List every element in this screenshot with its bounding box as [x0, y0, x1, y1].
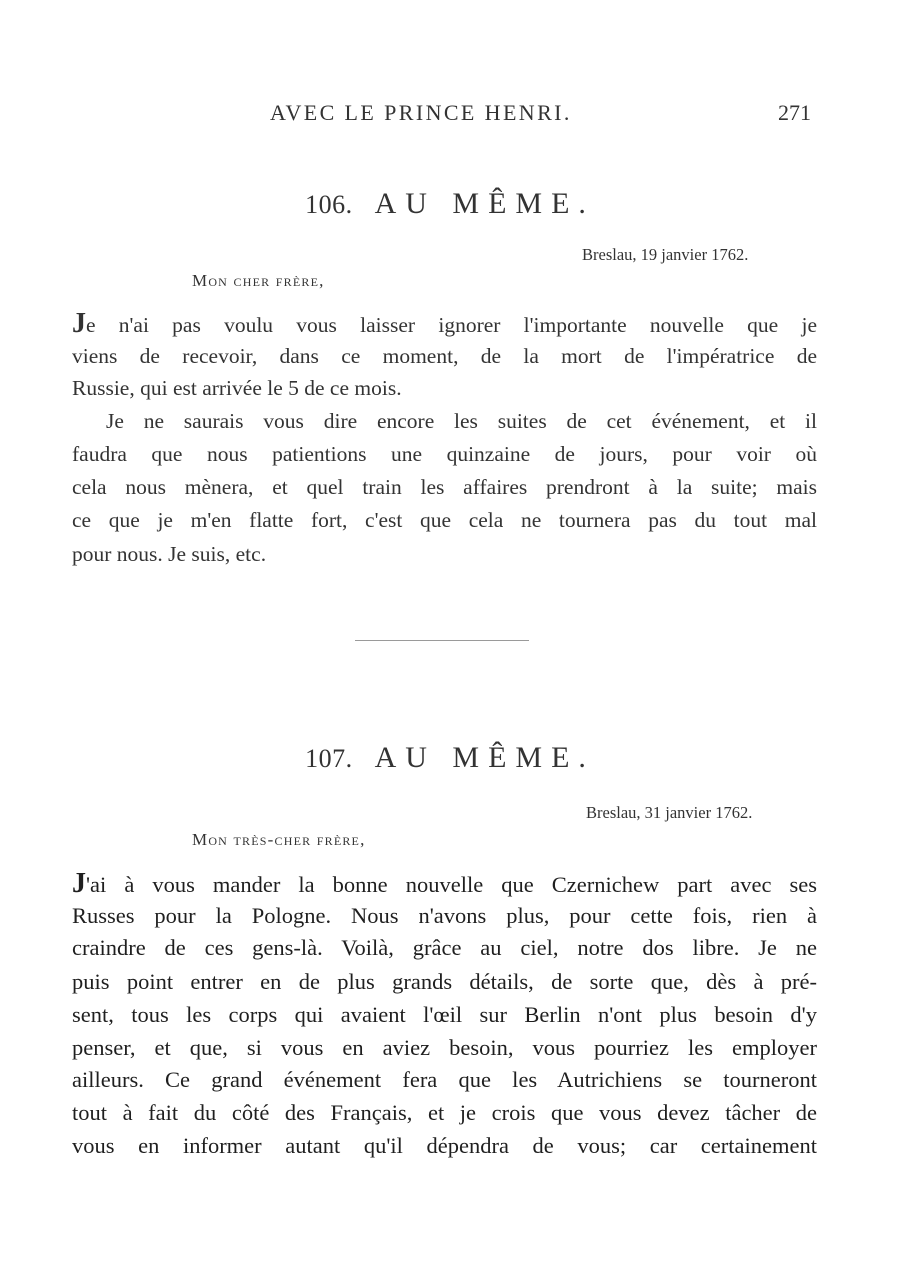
text-line: Je ne saurais vous dire encore les suites de cet événement, et il: [106, 409, 817, 433]
text-line: ailleurs. Ce grand événement fera que les Autrichiens se tourneront: [72, 1067, 817, 1092]
letter-number: 107.: [305, 744, 353, 773]
text-line: [72, 868, 817, 900]
drop-initial: J: [72, 308, 86, 339]
text-line: vous en informer autant qu'il dépendra de vous; car certainement: [72, 1133, 817, 1158]
text-line: penser, et que, si vous en aviez besoin, vous pourriez les employer: [72, 1035, 817, 1060]
text-line: pour nous. Je suis, etc.: [72, 542, 267, 566]
letter-heading: [0, 741, 900, 775]
text-line: puis point entrer en de plus grands détails, de sorte que, dès à pré-: [72, 969, 817, 994]
dateline: Breslau, 31 janvier 1762.: [586, 803, 753, 822]
text-line: cela nous mènera, et quel train les affaires prendront à la suite; mais: [72, 475, 817, 499]
text-line: Russes pour la Pologne. Nous n'avons plus, pour cette fois, rien à: [72, 903, 817, 928]
salutation: Mon cher frère,: [192, 271, 325, 290]
salutation: Mon très-cher frère,: [192, 830, 366, 849]
page-number: 271: [778, 100, 811, 125]
text-line: craindre de ces gens-là. Voilà, grâce au ciel, notre dos libre. Je ne: [72, 935, 817, 960]
text-line: tout à fait du côté des Français, et je crois que vous devez tâcher de: [72, 1100, 817, 1125]
text-line: [72, 308, 817, 340]
letter-title: AU MÊME.: [374, 741, 595, 774]
letter-number: 106.: [305, 190, 353, 219]
text-line: viens de recevoir, dans ce moment, de la mort de l'impératrice de: [72, 344, 817, 368]
running-head: AVEC LE PRINCE HENRI.: [270, 100, 572, 125]
text-line: sent, tous les corps qui avaient l'œil sur Berlin n'ont plus besoin d'y: [72, 1002, 817, 1027]
section-divider: [355, 640, 529, 641]
text-line-rest: e n'ai pas voulu vous laisser ignorer l'importante nouvelle que je: [86, 313, 817, 337]
letter-title: AU MÊME.: [374, 187, 595, 220]
drop-initial: J: [72, 868, 86, 899]
dateline: Breslau, 19 janvier 1762.: [582, 245, 749, 264]
text-line: faudra que nous patientions une quinzaine de jours, pour voir où: [72, 442, 817, 466]
text-line: Russie, qui est arrivée le 5 de ce mois.: [72, 376, 402, 400]
text-line: ce que je m'en flatte fort, c'est que cela ne tournera pas du tout mal: [72, 508, 817, 532]
text-line-rest: 'ai à vous mander la bonne nouvelle que Czernichew part avec ses: [86, 872, 817, 897]
letter-heading: [0, 187, 900, 221]
